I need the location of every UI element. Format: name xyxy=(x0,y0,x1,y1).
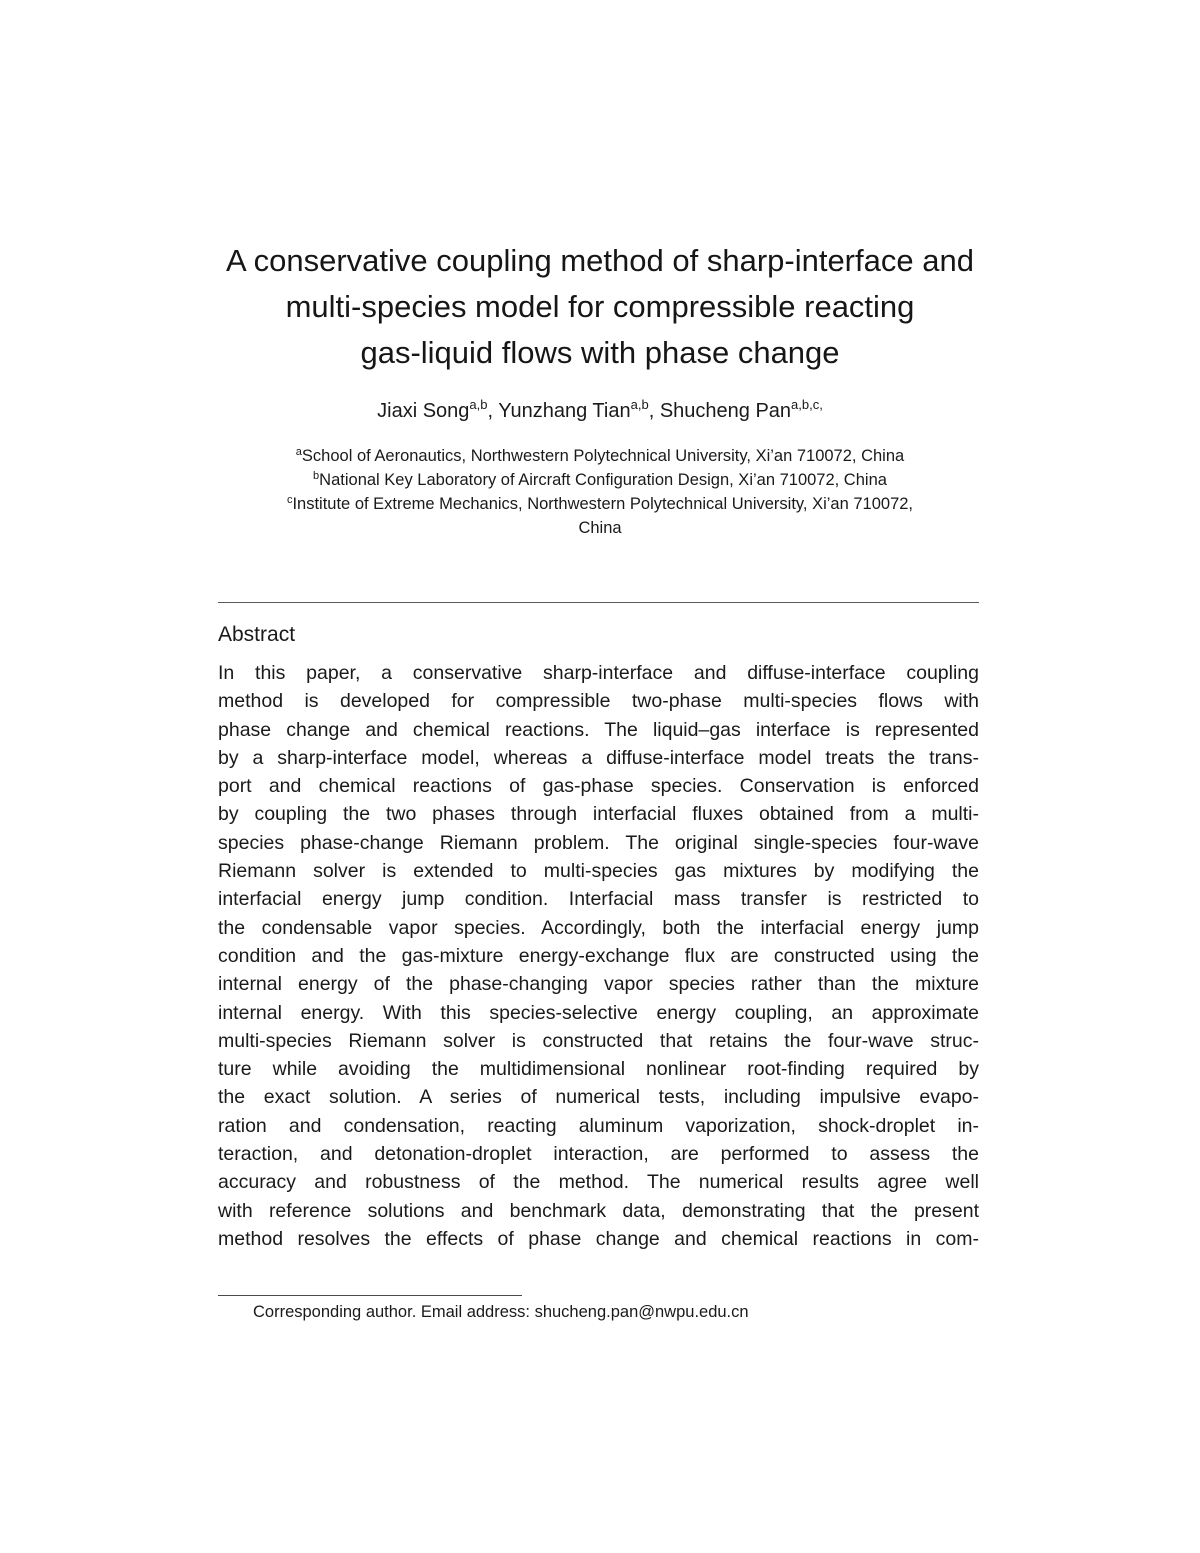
abstract-line: with reference solutions and benchmark data, demonstrating that the present xyxy=(218,1199,979,1222)
author-separator: , xyxy=(487,400,499,422)
affiliation-c xyxy=(200,492,1000,516)
abstract-body xyxy=(218,659,979,1253)
author-list xyxy=(200,396,1000,426)
abstract-line: condition and the gas-mixture energy-exchange flux are constructed using the xyxy=(218,944,979,967)
author-affiliation-marks: a,b xyxy=(630,397,649,412)
abstract-line: the condensable vapor species. Accordingly, both the interfacial energy jump xyxy=(218,916,979,939)
paper-title xyxy=(200,238,1000,376)
affiliation-list xyxy=(200,444,1000,540)
abstract-line: the exact solution. A series of numerical tests, including impulsive evapo- xyxy=(218,1086,979,1109)
title-line: gas-liquid flows with phase change xyxy=(360,335,840,370)
abstract-line: internal energy of the phase-changing vapor species rather than the mixture xyxy=(218,973,979,996)
author-name: Yunzhang Tian xyxy=(498,400,631,422)
abstract-line: port and chemical reactions of gas-phase species. Conservation is enforced xyxy=(218,775,979,798)
abstract-line: ture while avoiding the multidimensional nonlinear root-finding required by xyxy=(218,1058,979,1081)
affiliation-a xyxy=(200,444,1000,468)
affiliation-mark: b xyxy=(313,470,320,482)
affiliation-mark: a xyxy=(295,446,302,458)
affiliation-text: Institute of Extreme Mechanics, Northwestern Polytechnical University, Xi’an 710072, xyxy=(292,495,914,513)
abstract-line: method is developed for compressible two-phase multi-species flows with xyxy=(218,690,979,713)
author-name: Shucheng Pan xyxy=(659,400,792,422)
abstract-top-rule xyxy=(218,602,979,603)
abstract-line: species phase-change Riemann problem. The original single-species four-wave xyxy=(218,831,979,854)
author-affiliation-marks: a,b,c, xyxy=(791,397,823,412)
author-name: Jiaxi Song xyxy=(377,400,470,422)
abstract-line: In this paper, a conservative sharp-interface and diffuse-interface coupling xyxy=(218,662,979,684)
abstract-line: Riemann solver is extended to multi-species gas mixtures by modifying the xyxy=(218,860,979,883)
abstract-heading: Abstract xyxy=(218,623,296,646)
author-separator: , xyxy=(648,400,660,422)
abstract-line: phase change and chemical reactions. The liquid–gas interface is represented xyxy=(218,718,979,741)
corresponding-author-footnote: Corresponding author. Email address: shucheng.pan@nwpu.edu.cn xyxy=(253,1303,749,1321)
affiliation-b xyxy=(200,468,1000,492)
title-line: multi-species model for compressible reacting xyxy=(285,289,915,324)
abstract-line: by a sharp-interface model, whereas a diffuse-interface model treats the trans- xyxy=(218,746,979,769)
affiliation-text: China xyxy=(578,519,622,537)
author-affiliation-marks: a,b xyxy=(469,397,488,412)
title-line: A conservative coupling method of sharp-interface and xyxy=(226,243,974,278)
abstract-line: teraction, and detonation-droplet interaction, are performed to assess the xyxy=(218,1143,979,1166)
abstract-line: internal energy. With this species-selective energy coupling, an approximate xyxy=(218,1001,979,1024)
affiliation-text: School of Aeronautics, Northwestern Polytechnical University, Xi’an 710072, China xyxy=(301,447,905,465)
abstract-line: accuracy and robustness of the method. The numerical results agree well xyxy=(218,1171,979,1194)
affiliation-text: National Key Laboratory of Aircraft Configuration Design, Xi’an 710072, China xyxy=(319,471,887,489)
abstract-line: ration and condensation, reacting aluminum vaporization, shock-droplet in- xyxy=(218,1114,979,1137)
abstract-line: multi-species Riemann solver is constructed that retains the four-wave struc- xyxy=(218,1029,979,1052)
abstract-line: method resolves the effects of phase change and chemical reactions in com- xyxy=(218,1227,979,1250)
footnote-rule xyxy=(218,1295,522,1296)
affiliation-mark: c xyxy=(286,494,293,506)
abstract-line: interfacial energy jump condition. Interfacial mass transfer is restricted to xyxy=(218,888,979,911)
abstract-line: by coupling the two phases through interfacial fluxes obtained from a multi- xyxy=(218,803,979,826)
affiliation-c-continued xyxy=(200,516,1000,540)
